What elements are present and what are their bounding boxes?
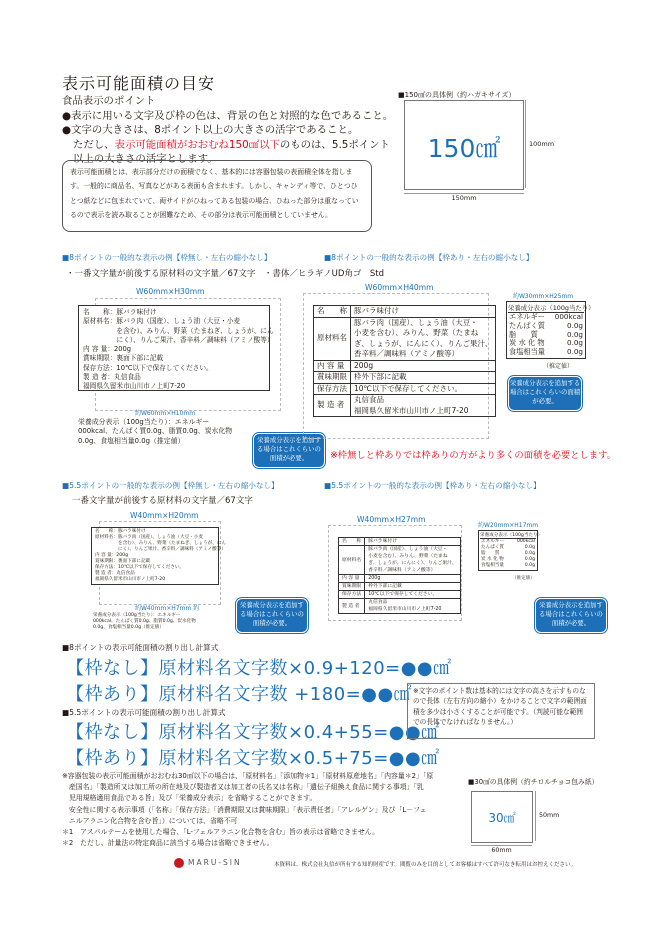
card30-height-line [535, 791, 536, 841]
nutrition-key: 脂 質 [481, 551, 500, 556]
card150-height-line [525, 100, 526, 188]
table-row [314, 306, 496, 318]
table-key: 原材料名 [339, 546, 365, 575]
table-value: 丸信食品 福岡県久留米市山川市ノ上町7-20 [365, 599, 461, 614]
nutrition-key: 脂 質 [509, 329, 538, 339]
intro-bullet-2: ●文字の大きさは、8ポイント以上の大きさの活字であること。 [62, 124, 359, 136]
table-value: 豚バラ味付け [365, 538, 461, 546]
card150-area: 150㎠ [427, 134, 501, 163]
nutrition-row [480, 563, 536, 569]
sec2-a-callout: 栄養成分表示を追加する場合はこれくらいの面積が必要。 [236, 598, 308, 633]
calc55-formula-noframe: 【枠なし】原材料名文字数×0.4+55=●●㎠ [66, 722, 440, 743]
nutrition-key: 炭 水 化 物 [509, 338, 545, 348]
sec1-header-a: ■8ポイントの一般的な表示の例【枠無し・左右の縮小なし】 [62, 253, 272, 262]
sec2-dim-b: W40mm×H27mm [357, 515, 426, 524]
sec2-dim-a: W40mm×H20mm [130, 511, 199, 520]
table-row [314, 360, 496, 372]
sec2-dim-a2: 約W40mm×H7mm 約 [135, 605, 200, 612]
logo-icon [174, 858, 184, 868]
sec2-dim-b2: 約W20mm×H17mm [478, 522, 539, 529]
card30-height: 50mm [539, 812, 560, 819]
nutrition-key: たんぱく質 [509, 320, 545, 330]
sec2-a-label: 名 称：豚バラ味付け 原材料名：豚バラ肉（国産）、しょう油（大豆・小麦 を含む）、みりん、野菜（たまねぎ、しょうが、にん にく）、りんご果汁、香辛料／調味料（アミノ酸等） 内 容 量：200g 賞味期限：裏面下部に記載 保存方法：10℃以下で保存してください。 製 造 者：丸信食品 福岡県久留米市山川市ノ上町7-20 [91, 527, 219, 585]
sec2-b-table [338, 537, 461, 614]
nutrition-value: 0.0g [567, 329, 583, 339]
sec1-dim-a2: 約W60mm×H10mm [135, 410, 196, 417]
intro-heading: 食品表示のポイント [62, 95, 156, 107]
nutrition-key: エネルギー [481, 539, 504, 544]
sec1-warning: ※枠無しと枠ありでは枠ありの方がより多くの面積を必要とします。 [330, 450, 616, 461]
table-row [339, 583, 461, 591]
table-key: 保存方法 [314, 383, 351, 395]
nutrition-value: 0.0g [524, 551, 535, 556]
table-value: 200g [365, 575, 461, 583]
table-key: 製 造 者 [339, 599, 365, 614]
sec2-a-nutrition: 栄養成分表示（100g当たり）：エネルギー 000kcal、たんぱく質0.0g、脂質0.0g、炭水化物 0.0g、食塩相当量0.0g（推定値） [93, 613, 196, 630]
intro-bullet-3: ただし、表示可能面積がおおむね150㎠以下のものは、5.5ポイント [73, 138, 390, 151]
nutrition-key: たんぱく質 [481, 545, 504, 550]
calc8-header: ■8ポイントの表示可能面積の割り出し計算式 [62, 643, 219, 652]
nutrition-value: 0.0g [567, 338, 583, 348]
sec2-header-b: ■5.5ポイントの一般的な表示の例【枠あり・左右の縮小なし】 [324, 481, 541, 490]
intro-bullet-1: ●表示に用いる文字及び枠の色は、背景の色と対照的な色であること。 [62, 109, 394, 122]
nutrition-value: 0.0g [567, 347, 583, 357]
table-row [339, 599, 461, 614]
label-line: 賞味期限：裏面下部に記載 [83, 354, 164, 363]
calc8-formula-noframe: 【枠なし】原材料名文字数×0.9+120=●●㎠ [66, 658, 452, 679]
table-value: 丸信食品 福岡県久留米市山川市ノ上町7-20 [351, 395, 496, 417]
sec1-b-table [313, 305, 496, 417]
table-row [314, 383, 496, 395]
table-key: 賞味期限 [314, 372, 351, 384]
card150-width: 150mm [451, 194, 477, 202]
table-key: 原材料名 [314, 317, 351, 360]
table-key: 名 称 [314, 306, 351, 318]
sec1-dim-b: W60mm×H40mm [365, 283, 434, 292]
table-key: 名 称 [339, 538, 365, 546]
intro-bullet-4: 以上の大きさの活字とします。 [73, 153, 218, 165]
table-row [314, 395, 496, 417]
label-line: 福岡県久留米市山川市ノ上町7-20 [83, 382, 186, 391]
intro-points [62, 94, 392, 167]
sec1-a-callout: 栄養成分表示を追加する場合はこれくらいの面積が必要。 [253, 433, 325, 468]
table-value: 豚バラ肉（国産）、しょう油（大豆・ 小麦を含む）、みりん、野菜（たまね ぎ、しょうが、にんにく）、りんご果汁、 香辛料／調味料（アミノ酸等） [351, 317, 496, 360]
card30-width-line [471, 845, 532, 846]
label-line: 名 称：豚バラ味付け [83, 308, 157, 316]
sec1-a-nutrition: 栄養成分表示（100g当たり）：エネルギー 000kcal、たんぱく質0.0g、脂質0.0g、炭水化物 0.0g、食塩相当量0.0g（推定値） [78, 418, 233, 445]
calc55-header: ■5.5ポイントの表示可能面積の割り出し計算式 [62, 708, 226, 717]
sec1-dim-b2: 約W30mm×H25mm [513, 293, 574, 300]
note-box: ※文字のポイント数は基本的には文字の高さを示すものなので長体（左右方向の縮小）をかけることで文字の範囲面積を多少は小さくすることが可能です。（判読可能な範囲での長体でなければなりません。） [407, 683, 595, 739]
table-value: 200g [351, 360, 496, 372]
sec2-header-a: ■5.5ポイントの一般的な表示の例【枠無し・左右の縮小なし】 [62, 481, 279, 490]
nutrition-key: エネルギー [509, 312, 545, 321]
sec1-b-callout: 栄養成分表示を追加する場合はこれくらいの面積が必要。 [508, 376, 582, 411]
table-key: 賞味期限 [339, 583, 365, 591]
label-line: 内 容 量：200g [83, 345, 132, 354]
footer-text: 本資料は、株式会社丸信が所有する知的財産です。閲覧のみを目的としてお客様はすべて許可なき転用はお控えください。 [274, 862, 576, 868]
sec1-dim-a: W60mm×H30mm [136, 287, 205, 296]
sec2-b-estimate: （推定値） [512, 576, 535, 581]
table-row [314, 317, 496, 360]
page-title: 表示可能面積の目安 [62, 74, 216, 93]
sec2-b-callout: 栄養成分表示を追加する場合はこれくらいの面積が必要。 [535, 598, 607, 633]
table-value: 枠外下部に記載 [351, 372, 496, 384]
table-row [339, 575, 461, 583]
footnotes: ※容器包装の表示可能面積がおおむね30㎠以下の場合は、「原材料名」「添加物＊1」「原材料原産地名」「内容量＊2」「原 産国名」「製造所又は加工所の所在地及び製造者又は加工者の氏名又は名称」「遺伝子組換え食品に関する事項」「乳 児用規格適用食品である旨」及び「栄養成分表示」を省略することができます。 安全性に関する表示事項（「名称」「保存方法」「消費期限又は賞味期限」「表示責任者」「アレルゲン」及び「L－フェ ニルアラニン化合物を含む旨」）については、省略不可 ＊1 アスパルテームを使用した場合、「L-フェルアラニン化合物を含む」旨の表示は省略できません。 ＊2 ただし、計量法の特定商品に該当する場合は省略できません。 [62, 772, 434, 848]
label-line: 原材料名：豚バラ肉（国産）、しょう油（大豆・小麦 [83, 317, 241, 326]
sec1-b-estimate: （推定値） [543, 363, 574, 370]
calc8-formula-frame: 【枠あり】原材料名文字数 +180=●●㎠ [66, 684, 413, 705]
table-value: 10℃以下で保存してください。 [365, 591, 461, 599]
table-value: 豚バラ味付け [351, 306, 496, 318]
table-row [339, 546, 461, 575]
nutrition-value: 0.0g [524, 563, 535, 568]
sec2-subtitle: 一番文字量が前後する原材料の文字量／67文字 [72, 496, 253, 506]
label-line: 保存方法：10℃以下で保存してください。 [83, 363, 213, 372]
card150-height: 100mm [529, 140, 555, 148]
nutrition-key: 食塩相当量 [509, 347, 545, 357]
table-row [314, 372, 496, 384]
card150-label: ■150㎠の具体例（約ハガキサイズ） [398, 91, 516, 99]
nutrition-key: 炭 水 化 物 [481, 557, 504, 562]
table-value: 10℃以下で保存してください。 [351, 383, 496, 395]
table-value: 豚バラ肉（国産）、しょう油（大豆・ 小麦を含む）、みりん、野菜（たまね ぎ、しょうが、にんにく）、りんご果汁、 香辛料／調味料（アミノ酸等） [365, 546, 461, 575]
nutrition-value: 0.0g [567, 320, 583, 330]
table-key: 保存方法 [339, 591, 365, 599]
sec1-subtitle: ・一番文字量が前後する原材料の文字量／67文字 ・書体／ヒラギノUD角ゴ Std [66, 269, 385, 279]
explanation-box: 表示可能面積とは、表示部分だけの面積でなく、基本的には容器包装の表面積全体を指します。一般的に商品名、写真などがある表面も含まれます。しかし、キャンディ等で、ひとつひとつ紙などに包まれていて、両サイドがひねってある包装の場合、ひねった部分は重なっているので表示を読み取ることが困難なため、その部分は表示可能面積としていません。 [62, 160, 372, 232]
card30-width: 60mm [491, 847, 512, 854]
card30-label: ■30㎠の具体例（約チロルチョコ包み紙） [468, 778, 599, 786]
label-line: を含む）、みりん、野菜（たまねぎ、しょうが、にん [83, 326, 274, 335]
nutrition-value: 000kcal [554, 312, 583, 321]
card30-box [471, 791, 533, 843]
nutrition-value: 0.0g [524, 557, 535, 562]
table-key: 内 容 量 [314, 360, 351, 372]
nutrition-value: 0.0g [524, 545, 535, 550]
card150-box [404, 100, 524, 190]
calc55-formula-frame: 【枠あり】原材料名文字数×0.5+75=●●㎠ [66, 748, 440, 769]
table-key: 製 造 者 [314, 395, 351, 417]
table-row [339, 591, 461, 599]
sec1-b-nutrition: 栄養成分表示（100g当たり） エネルギー 000kcal たんぱく質 0.0g 脂 質 0.0g 炭 水 化 物 0.0g 食塩相当量 0.0g [506, 301, 586, 359]
table-row [339, 538, 461, 546]
label-line: 製 造 者：丸信食品 [83, 373, 141, 382]
sec1-a-label [78, 305, 274, 391]
nutrition-key: 食塩相当量 [481, 563, 504, 568]
nutrition-value: 000kcal [516, 539, 535, 544]
label-line: にく）、りんご果汁、香辛料／調味料（アミノ酸等） [83, 335, 274, 344]
table-value: 枠外下部に記載 [365, 583, 461, 591]
card30-area: 30㎠ [488, 811, 516, 825]
intro-highlight: 表示可能面積がおおむね150㎠以下 [114, 138, 280, 151]
table-key: 内 容 量 [339, 575, 365, 583]
footer-logo: MARU-SIN [188, 858, 242, 867]
sec2-b-nutrition: 栄養成分表示（100g当たり） エネルギー 000kcal たんぱく質 0.0g 脂 質 0.0g 炭 水 化 物 0.0g 食塩相当量 0.0g [478, 530, 538, 571]
nutrition-row [508, 348, 584, 357]
sec1-header-b: ■8ポイントの一般的な表示の例【枠あり・左右の縮小なし】 [324, 253, 534, 262]
